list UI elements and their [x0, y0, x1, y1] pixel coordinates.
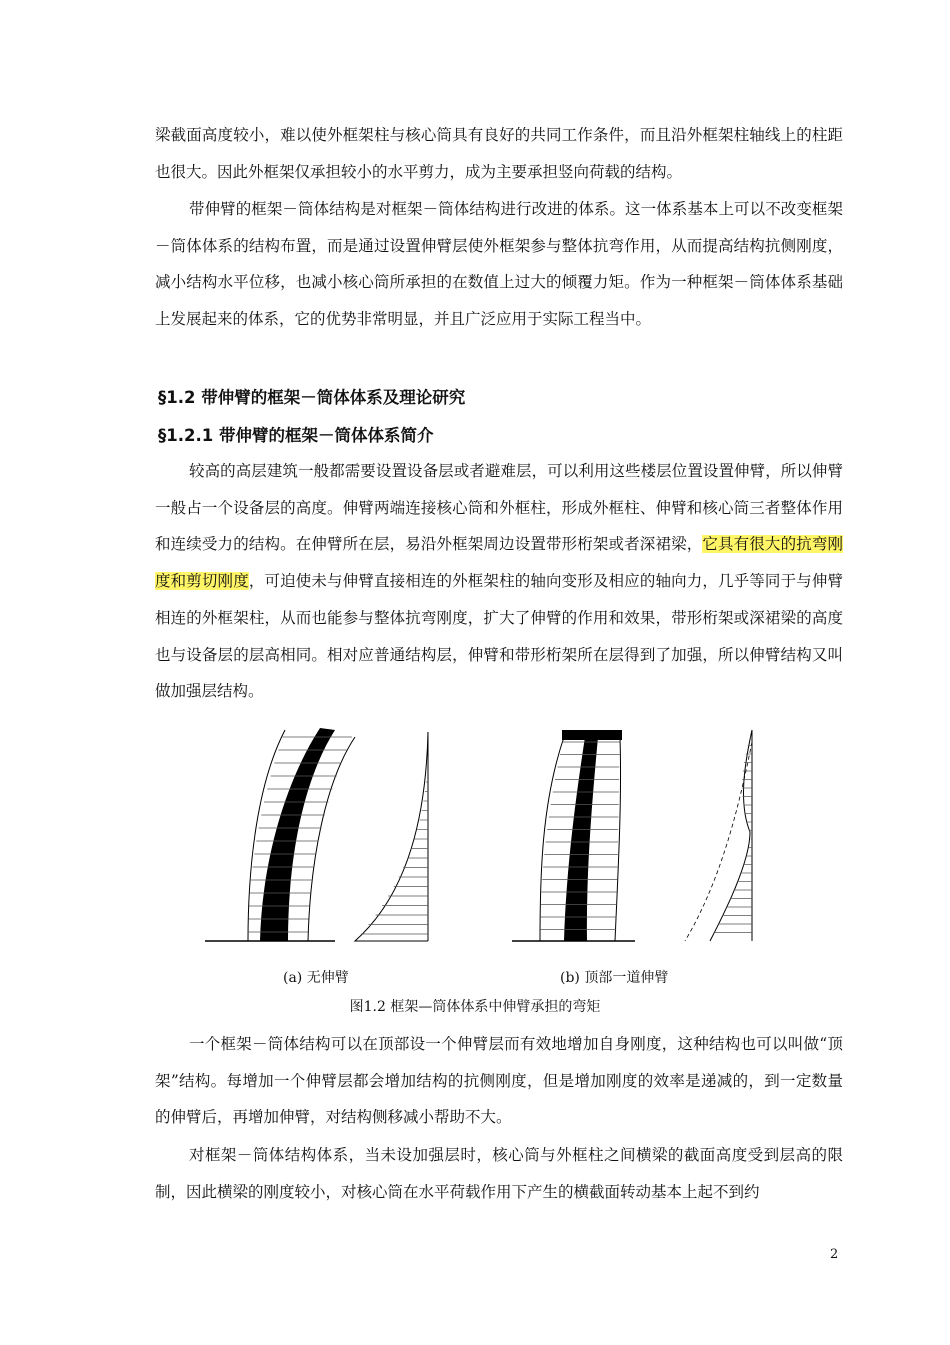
figure-subcaption-b: (b) 顶部一道伸臂: [560, 970, 669, 986]
diagram-b-frame: [512, 730, 635, 941]
figure-caption: 图1.2 框架—筒体体系中伸臂承担的弯矩: [349, 999, 601, 1015]
paragraph-1: 梁截面高度较小，难以使外框架柱与核心筒具有良好的共同工作条件，而且沿外框架柱轴线上的柱距也很大。因此外框架仅承担较小的水平剪力，成为主要承担竖向荷载的结构。: [155, 126, 843, 181]
paragraph-4: 一个框架－筒体结构可以在顶部设一个伸臂层而有效地增加自身刚度，这种结构也可以叫做“顶架”结构。每增加一个伸臂层都会增加结构的抗侧刚度，但是增加刚度的效率是递减的，到一定数量的伸臂后，再增加伸臂，对结构侧移减小帮助不大。: [155, 1035, 843, 1127]
paragraph-5: 对框架－筒体结构体系，当未设加强层时，核心筒与外框柱之间横梁的截面高度受到层高的限制，因此横梁的刚度较小，对核心筒在水平荷载作用下产生的横截面转动基本上起不到约: [155, 1146, 843, 1201]
paragraph-3-rest: ，可迫使未与伸臂直接相连的外框架柱的轴向变形及相应的轴向力，几乎等同于与伸臂相连的外框架柱，从而也能参与整体抗弯刚度，扩大了伸臂的作用和效果，带形桁架或深裙梁的高度也与设备层的层高相同。相对应普通结构层，伸臂和带形桁架所在层得到了加强，所以伸臂结构又叫做加强层结构。: [155, 572, 843, 701]
page-number: 2: [830, 1247, 839, 1262]
paragraph-3: [155, 453, 843, 710]
section-heading-1-2: §1.2 带伸臂的框架－筒体体系及理论研究: [158, 388, 466, 407]
diagram-a-frame: [205, 728, 355, 941]
highlighted-text: 它具有很大的抗弯刚度和剪切刚度: [155, 535, 843, 591]
paragraph-2: 带伸臂的框架－筒体结构是对框架－筒体结构进行改进的体系。这一体系基本上可以不改变框架－筒体体系的结构布置，而是通过设置伸臂层使外框架参与整体抗弯作用，从而提高结构抗侧刚度，减小结构水平位移，也减小核心筒所承担的在数值上过大的倾覆力矩。作为一种框架－筒体体系基础上发展起来的体系，它的优势非常明显，并且广泛应用于实际工程当中。: [155, 200, 843, 329]
diagram-b-moment: [685, 730, 752, 941]
section-heading-1-2-1: §1.2.1 带伸臂的框架－筒体体系简介: [158, 426, 434, 445]
paragraph-3-text: 较高的高层建筑一般都需要设置设备层或者避难层，可以利用这些楼层位置设置伸臂，所以伸臂一般占一个设备层的高度。伸臂两端连接核心筒和外框柱，形成外框柱、伸臂和核心筒三者整体作用和连续受力的结构。在伸臂所在层，易沿外框架周边设置带形桁架或者深裙梁，: [155, 462, 843, 554]
figure-1-2-diagram: [190, 722, 760, 952]
diagram-a-moment: [355, 732, 428, 941]
figure-subcaption-a: (a) 无伸臂: [283, 970, 349, 986]
